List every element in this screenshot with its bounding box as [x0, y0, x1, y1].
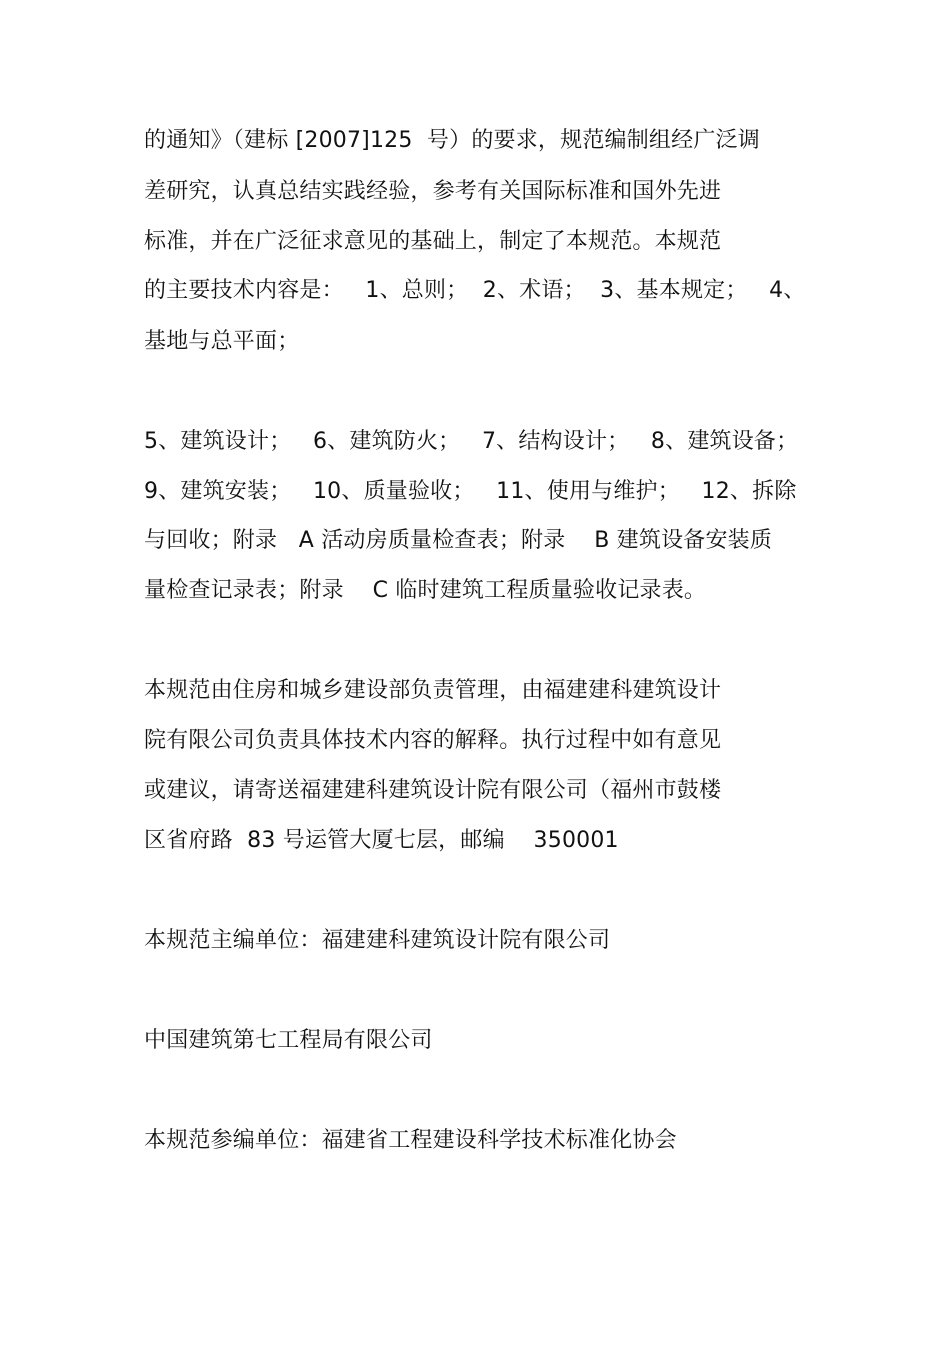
paragraph-line: 区省府路 83 号运管大厦七层，邮编 350001 — [144, 828, 619, 853]
paragraph-line: 或建议，请寄送福建建科建筑设计院有限公司（福州市鼓楼 — [144, 778, 722, 803]
chief-editor-unit: 本规范主编单位：福建建科建筑设计院有限公司 — [144, 928, 611, 953]
paragraph-line: 量检查记录表；附录 C 临时建筑工程质量验收记录表。 — [144, 578, 707, 603]
paragraph-line: 5、建筑设计； 6、建筑防火； 7、结构设计； 8、建筑设备； — [144, 429, 799, 454]
paragraph-line: 院有限公司负责具体技术内容的解释。执行过程中如有意见 — [144, 728, 722, 753]
paragraph-line: 本规范由住房和城乡建设部负责管理，由福建建科建筑设计 — [144, 678, 722, 703]
paragraph-line: 与回收；附录 A 活动房质量检查表；附录 B 建筑设备安装质 — [144, 528, 773, 553]
participating-unit: 本规范参编单位：福建省工程建设科学技术标准化协会 — [144, 1128, 677, 1153]
paragraph-line: 的主要技术内容是： 1、总则； 2、术语； 3、基本规定； 4、 — [144, 278, 806, 303]
paragraph-line: 基地与总平面； — [144, 329, 300, 354]
paragraph-line: 标准，并在广泛征求意见的基础上，制定了本规范。本规范 — [144, 229, 722, 254]
co-chief-editor-unit: 中国建筑第七工程局有限公司 — [144, 1028, 433, 1053]
paragraph-line: 差研究，认真总结实践经验，参考有关国际标准和国外先进 — [144, 179, 722, 204]
paragraph-line: 的通知》（建标 [2007]125 号）的要求，规范编制组经广泛调 — [144, 128, 760, 153]
paragraph-line: 9、建筑安装； 10、质量验收； 11、使用与维护； 12、拆除 — [144, 479, 797, 504]
